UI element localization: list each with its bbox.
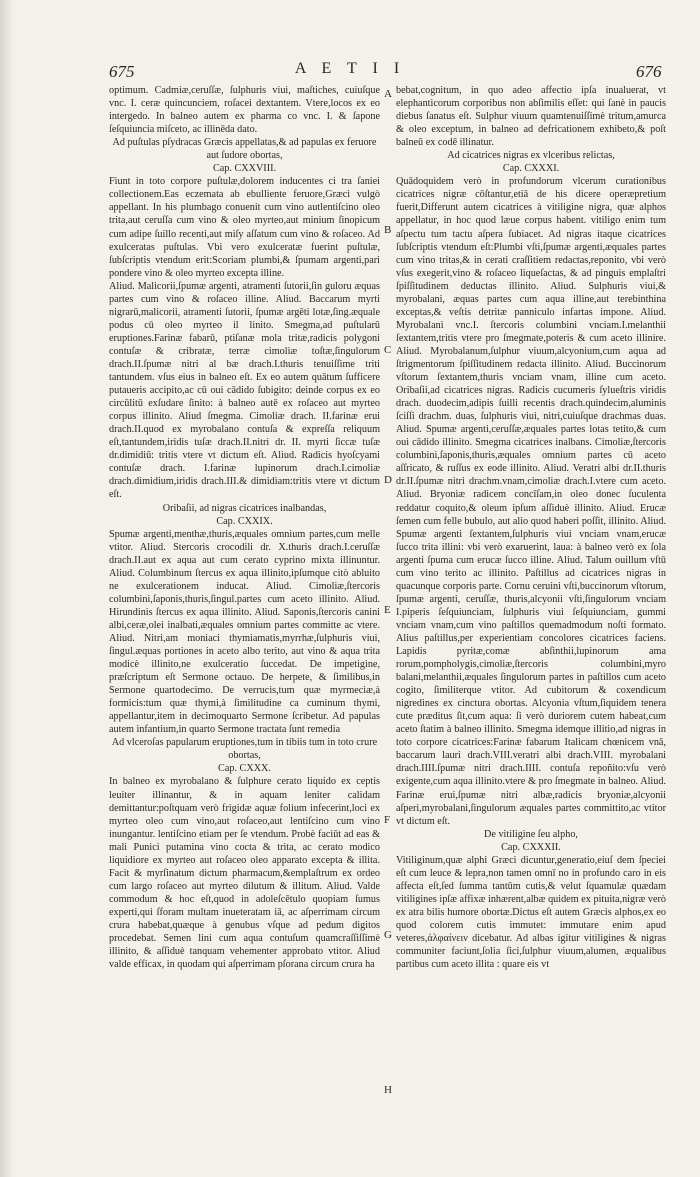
page-number-left: 675 xyxy=(109,62,135,81)
chapter-number: Cap. CXXXI. xyxy=(502,163,560,175)
chapter-heading: De vitiligine ſeu alpho, xyxy=(484,828,578,840)
chapter-number: Cap. CXXIX. xyxy=(216,515,273,527)
margin-letter: F xyxy=(384,814,391,826)
margin-letter: H xyxy=(384,1084,392,1096)
margin-letter: G xyxy=(384,929,392,941)
paragraph: Aliud. Malicorii,ſpumæ argenti, atramenti ſutorii,ſin guloru æquas partes cum vino & roſaceo illine. Aliud. Baccarum myrti nigrarū,malicorii, atramenti ſutorii, ſpumæ argēti lotæ,ſing.æquale podus cū oleo myrteo il linito. Smegma,ad puſtularū eruptiones.Farinæ fabarū, ptiſanæ mola tritæ,radicis polygoni contuſæ & cribratæ, terræ cimoliæ toſtæ,ſingulorum drach.II.ſpumæ nitri al bæ drach.I.thuris tenuiſſime triti tantundem. vſus eius in balneo eſt. Ex eo autem quātum ſufficere putaueris accipito,ac cū oui cādido ſubigito: deinde corpus ex eo circūlitū exſudare ſinito: à balneo autē ex roſaceo aut myrteo corpus illinito. Aliud ſmegma. Cimoliæ drach. II.farinæ erui drach.II.quod ex myrobalano contuſa & expreſſa reliquum eſt,tantundem,iridis tuſæ drach.II.nitri dr. II. myrti ſiccæ tuſæ dr.dimidiū: tritis vtere vt dictum eſt. Aliud. Radicis hyoſcyami contuſæ drach. I.farinæ lupinorum drach.I.cimoliæ drach.dimidium,iridis drach.III.& dimidiam:tritis vtere vt dictum eſt. xyxy=(109,280,380,501)
paragraph: Spumæ argenti,menthæ,thuris,æquales omnium partes,cum melle vtitor. Aliud. Stercoris crocodili dr. X.thuris drach.I.ceruſſæ drach.II.aut ex aqua aut cum cerato cyprino mixta illinuntur. Aliud. Columbinum ſtercus ex aqua illinito,ipſumque citò abluito ne exulcerationem inducat. Aliud. Cimoliæ,ſtercoris columbini,ſaponis,thuris,ſingul.partes cum aceto illinito. Aliud. Hirundinis ſtercus ex aqua illinito. Aliud. Saponis,ſtercoris canini albi,ceræ,olei inalbati,æquales omnium partes committe ac vtere. Aliud. Nitri,am moniaci thymiamatis,myrrhæ,ſulphuris viui, ſingul.æquas portiones in aceto albo terito, aut vino & aqua trita modicè illinito,ne exulceratio ſuccedat. De impetigine, præſcriptum eſt Sermone octauo. De herpete, & ſimilibus,in Sermone quartodecimo. De verrucis,tum quæ myrmeciæ,à formicis:tum quæ thymi,à ſimilitudine ca cuminum thymi, appellantur,item in decimoquarto Sermone ſcribetur. Ad papulas autem infantium,in quarto Sermone tractata ſunt remedia xyxy=(109,528,380,736)
page-gutter-shadow xyxy=(0,0,14,1177)
page-header xyxy=(0,58,700,86)
chapter-number: Cap. CXXVIII. xyxy=(212,163,277,175)
page-number-right: 676 xyxy=(636,62,662,81)
margin-letter: A xyxy=(384,88,392,100)
chapter-heading: Oribaſii, ad nigras cicatrices inalbandas, xyxy=(162,502,327,514)
chapter-number: Cap. CXXX. xyxy=(218,763,271,775)
chapter-heading: Ad vlceroſas papularum eruptiones,tum in tibiis tum in toto crure obortas, xyxy=(111,737,378,762)
chapter-number: Cap. CXXXII. xyxy=(501,841,561,853)
right-text-column xyxy=(396,84,666,971)
margin-letter: D xyxy=(384,474,392,486)
margin-letter: C xyxy=(384,344,392,356)
paragraph: Quādoquidem verò in profundorum vlcerum curationibus cicatrices nigræ cōſtantur,etiā de his dicere operæpretium fuerit,Differunt autem cicatrices à vitiligine nigra, quæ alphos appellatur, in hoc quod læue corpus habent. vitiligo enim tum aſpectu tum tactu aſpera ſubiacet. Ad nigras itaque cicatrices ſubſcriptis vtendum eſt:Plumbi vſti,ſpumæ argenti,æquales partes cum vino tritas,& in cerati craſſitiem redactas,reponito, vbi verò vſus exegerit,vino & roſaceo liqueſactas, & ad pinguis emplaſtri ſpiſſitudinem deductas illinito. Aliud. Sulphuris viui,& myrobalani, æquas partes cum aqua illine,aut terebinthina exceptas,& veſtis detritæ panniculo infartas impone. Aliud. Myrobalani vnc.I. ſtercoris columbini vnciam.I.melanthii ſextantem,tritis vtere pro ſmegmate,poteris & cum aceto illinire. Aliud. Myrobalanum,ſulphur viuum,alcyonium,cum aqua ad ſtrigmentorum ſpiſſitudinem redacta illinito. Aliud. Buccinorum vſtorum ſextantem,thuris vnciam vnam, illine cum aceto. Oribaſii,ad cicatrices nigras. Radicis cucumeris ſylueſtris viridis drach. duodecim,adipis ſuilli recentis drach.quindecim,aluminis ſciſſi drachm. duas, ſulphuris viui, nitri,cuiuſque drachmas duas. Aliud. Spumæ argenti,ceruſſæ,æquales partes lotas tetito,& cum oui cādido illinito. Smegma cicatrices inalbans. Cimoliæ,ſtercoris columbini,ſaponis,thuris,æquales omnium partes cū aceto aſſricato, & ruſſus ex eode illinito. Aliud. Veratri albi dr.II.thuris dr.II.ſpumæ nitri drachm.vnam,cimoliæ drach.I.vtere cum aceto. Aliud. Bryoniæ radicem concīſam,in oleo donec ſuculenta reddatur coquito,& oleum ipſum aſſiduè illinito. Aliud. Erucæ ſemen cum felle bubulo, aut alio quod haberi poſſit, illinito. Aliud. Spumæ argenti ſextantem,ſulphuris viui vnciam vnam,erucæ ſucco trita illini: vbi verò exaruerint, laua: à balneo verò ex ſola argenti ſpuma cum erucæ ſucco illine. Aliud. Talum ouillum vſtū cum vino terito ac illinito. Paſtillus ad cicatrices nigras in quacunque corporis parte. Cornu ceruini vſti,buccinorum vſtorum, ſpumæ argenti, ceruſſæ, thuris,alcyonii vſti,ſingulorum vnciam I.piperis ſeſquiunciam, ſulphuris viui ſeſquiunciam, gummi vnciam vnam,cum vino paſtillos quemadmodum noſti formato. Alius paſtillus,per experientiam concolores cicatrices faciens. Lapidis pyritæ,comæ abſinthii,lupinorum ama rorum,pompholygis,cimoliæ,ſtercoris columbini,myro balani,melanthii,æquales ſingulorum partes in paſtillos cum aceto cogito, ſimiliterque vtitor. Ad cubitorum & coxendicum nigredines ex cinctura obortas. Alcyonia vſtum,ſiquidem tenera cute præditus ſit,cum aqua: ſi verò duriorem cutem habeat,cum aceto ſtatim à balneo illinito. Smegma idemque illitio,ad nigras in toto corpore cicatrices:Farinæ fabarum Italicam chœnicem vnā, baccarum lauri drach.VIII.veratri albi drach.VIII. myrobalani drach.IIII.ſpumæ nitri drach.IIII. contuſa repoñito:vſu verò exigente,cum aqua illinito.vtere & pro ſmegmate in balneo. Aliud. Farinæ erui,ſpumæ nitri albæ,radicis bryoniæ,alcyonii aſperi,myrobalani,ſingulorum æquales partes committito,ac vtitor vt dictum eſt. xyxy=(396,176,666,827)
chapter-heading: Ad puſtulas pſydracas Græcis appellatas,& ad papulas ex feruore aut ſudore obortas, xyxy=(112,137,377,162)
chapter-heading: Ad cicatrices nigras ex vlceribus relictas, xyxy=(447,150,615,162)
paragraph: bebat,cognitum, in quo adeo affectio ipſa inualuerat, vt elephanticorum corporibus non abſimilis eſſet: qui ſanè in paucis diebus ſanatus eſt. Sulphur viuum quamtenuiſſimè tritum,amurca & oleo exceptum, in balneo ad defricationem exhibeto,& poſt balneū ex codē illinatur. xyxy=(396,85,666,149)
running-title: A E T I I xyxy=(294,60,406,77)
paragraph: optimum. Cadmiæ,ceruſſæ, ſulphuris viui, maſtiches, cuiuſque vnc. I. ceræ quincunciem, roſacei dextantem. Vtere,locos ex eo intergedo. In balneo autem ex pharma co vnc. I. & ſapone ſeſquiuncia miſceto, ac illinēda dato. xyxy=(109,85,380,136)
left-text-column xyxy=(109,84,380,971)
paragraph: Fiunt in toto corpore puſtulæ,dolorem inducentes ci tra ſaniei collectionem.Eas eczemata ab ebulliente feruore,Græci vulgò appellant. In his plumbago conuenit cum vino autlentiſcino oleo trita,aut ceruſſa cum vino & oleo myrteo,aut minium ſinopicum cum adipe ſuillo recenti,aut miſy aſſatum cum vino & roſaceo. Ad exulceratas puſtulas. Vbi vero exulceratæ fuerint puſtulæ, ſubſcriptis vtendum erit:Scoriam plumbi,& ſpumam argenti,pari pondere vino & oleo myrteo excepta illine. xyxy=(109,176,380,279)
paragraph: In balneo ex myrobalano & ſulphure cerato liquido ex ceptis leuiter illinantur, & in aquam leniter calidam demittantur:poſtquam verò frigidæ aquæ folium infecerint,loci ex myrteo oleo cum vino,aut roſaceo,aut lentiſcino cum vino inungantur. lentiſcino etiam per ſe vtendum. Probè faciūt ad eas & mali Punici putamina vino cocta & trita, ac cerato modico liquidiore ex myrteo aut roſaceo oleo apparato excepta & illita. Facit & myrſinatum dictum pharmacum,&emplaſtrum ex ordeo cum largo roſaceo aut myrteo dilutum & illitum. Aliud. Valde commodum & hoc eſt,quod in adoleſcētulo quopiam ſumus experti,qui ſforam multam inueteratam iā, ac aſperrimam circum crura habebat,quæque à genubus vſque ad pedum digitos procedebat. Semen lini cum aqua contuſum quamcraſſiſſimè illinito, & aſſiduè tanquam vehementer approbato vtitor. Aliud valde efficax, in quodam qui aſperrimam pſorana circum crura ha xyxy=(109,776,380,971)
paragraph: Vitiliginum,quæ alphi Græci dicuntur,generatio,eiuſ dem ſpeciei eſt cum leuce & lepra,non tamen omnī no in profundo caro in eis affecta eſt,ſed ſumma tantūm cutis,& velut ſquamulæ quædam vitiligines ipſæ affixæ inhærent,albæ quidem ex pituita,nigræ verò ex atra bilis humore obortæ.Dictus eſt autem Græcis alphos,ex eo quod colorem cutis immutet: immutare enim apud veteres,ἀλφαίνειν dicebatur. Ad albas igitur vitiligines & nigras communiter faciunt,ſolia ſici,ſulphur viuum,alumen, æqualibus partibus cum aceto illita : quare eis vt xyxy=(396,854,666,971)
margin-letter: B xyxy=(384,224,392,236)
margin-letter: E xyxy=(384,604,391,616)
